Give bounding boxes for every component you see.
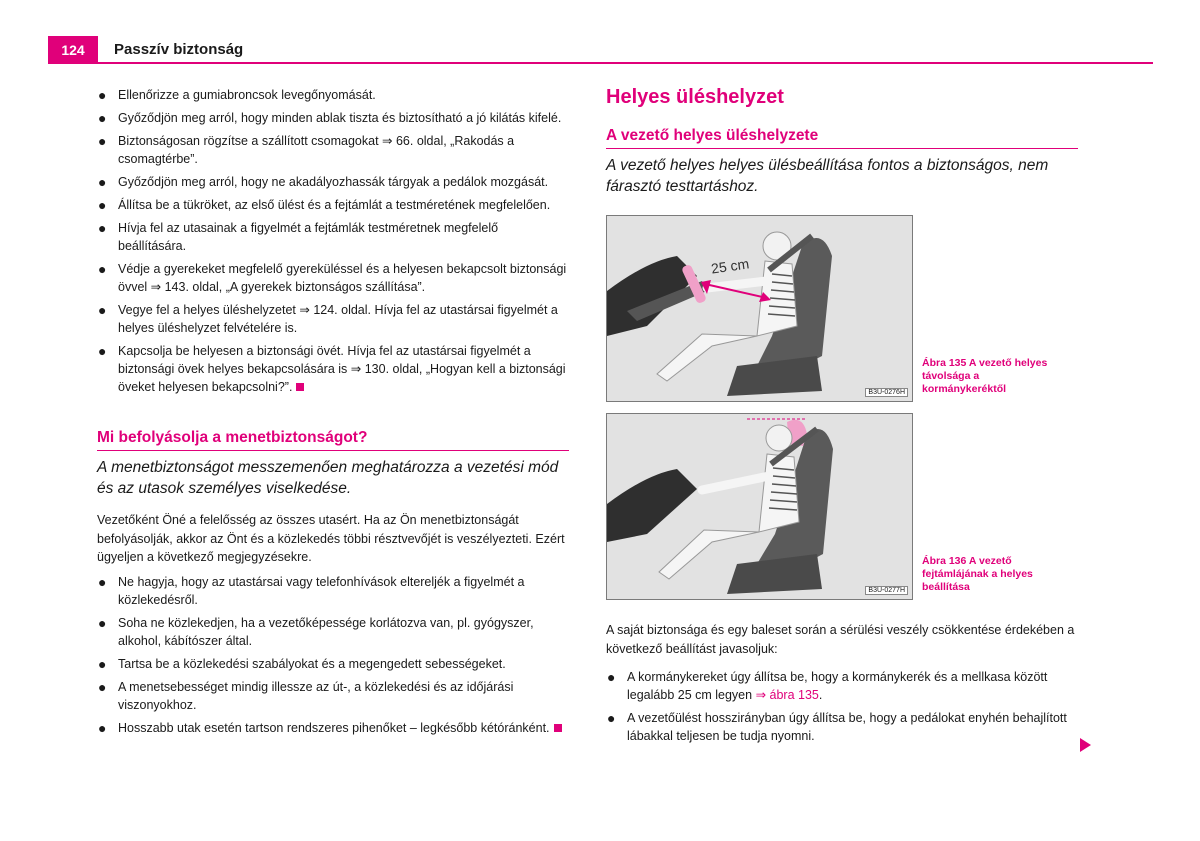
list-item: ● A menetsebességet mindig illessze az út-, a közlekedési és az időjárási viszonyokhoz. [98, 678, 514, 712]
bullet-icon: ● [98, 614, 107, 631]
distance-label: 25 cm [710, 255, 751, 277]
section-lead: A menetbiztonságot messzemenően meghatározza a vezetési mód és az utasok személyes viselkedése. [97, 459, 559, 497]
bullet-icon: ● [607, 669, 616, 685]
running-title: Passzív biztonság [114, 41, 244, 58]
bullet-icon: ● [98, 678, 107, 695]
figure-code: B3U-0277H [865, 586, 908, 595]
bullet-icon: ● [98, 719, 107, 736]
bullet-icon: ● [98, 133, 107, 149]
page-header [48, 36, 1153, 64]
bullet-icon: ● [98, 87, 107, 103]
bullet-icon: ● [98, 110, 107, 126]
list-item: ● Ellenőrizze a gumiabroncsok levegőnyomását. [98, 87, 376, 103]
recommendation-paragraph: A saját biztonsága és egy baleset során a sérülési veszély csökkentése érdekében a következő beállítást javasoljuk: [606, 623, 1075, 656]
list-item: ● Hosszabb utak esetén tartson rendszeres pihenőket – legkésőbb kétóránként. [97, 719, 569, 737]
page-section-title: Helyes üléshelyzet [606, 86, 784, 108]
list-item: ● Állítsa be a tükröket, az első ülést és a fejtámlát a testméretének megfelelően. [98, 197, 551, 213]
bullet-icon: ● [98, 655, 107, 672]
left-column [97, 86, 569, 742]
figure-136 [606, 413, 1078, 603]
subsection-lead: A vezető helyes helyes ülésbeállítása fontos a biztonságos, nem fárasztó testtartáshoz. [606, 157, 1049, 195]
list-item: ● Kapcsolja be helyesen a biztonsági övét. Hívja fel az utastársai figyelmét a biztonsági övek helyes bekapcsolására is ⇒ 130. oldal, „Hogyan kell a biztonsági öveket helyesen bekapcsolni?”. [98, 343, 566, 394]
list-item: ● Ne hagyja, hogy az utastársai vagy telefonhívások eltereljék a figyelmét a közlekedésről. [98, 573, 525, 607]
bullet-icon: ● [98, 573, 107, 590]
subsection-heading: A vezető helyes üléshelyzete [606, 127, 1078, 149]
figure-caption: Ábra 136 A vezető fejtámlájának a helyes beállítása [922, 555, 1033, 593]
figure-link[interactable]: ⇒ ábra 135 [755, 688, 819, 702]
list-item: ● Győződjön meg arról, hogy ne akadályozhassák tárgyak a pedálok mozgását. [98, 174, 549, 190]
list-item: ● Védje a gyerekeket megfelelő gyereküléssel és a helyesen bekapcsolt biztonsági övvel ⇒ 143. oldal, „A gyerekek biztonságos szállítása”. [98, 261, 567, 294]
headrest-illustration [607, 414, 912, 599]
list-item: ● A kormánykereket úgy állítsa be, hogy a kormánykerék és a mellkasa között legalább 25 cm legyen ⇒ ábra 135. [607, 669, 1048, 702]
figure-135 [606, 215, 1078, 405]
list-item: ● Tartsa be a közlekedési szabályokat és a megengedett sebességeket. [98, 655, 506, 672]
list-item: ● Hívja fel az utasainak a figyelmét a fejtámlák testméretnek megfelelő beállítására. [98, 220, 499, 253]
section-end-icon [296, 383, 304, 391]
figure-code: B3U-0276H [865, 388, 908, 397]
bullet-icon: ● [98, 343, 107, 359]
list-item: ● A vezetőülést hosszirányban úgy állítsa be, hogy a pedálokat enyhén behajlított lábakkal teljesen be tudja nyomni. [607, 710, 1067, 743]
bullet-icon: ● [607, 710, 616, 726]
section-end-icon [554, 724, 562, 732]
bullet-icon: ● [98, 174, 107, 190]
checklist [97, 86, 569, 396]
bullet-icon: ● [98, 261, 107, 277]
list-item: ● Vegye fel a helyes üléshelyzetet ⇒ 124. oldal. Hívja fel az utastársai figyelmét a helyes üléshelyzet felvételére is. [98, 302, 558, 335]
recommendation-list [606, 668, 1078, 745]
safety-list [97, 573, 569, 737]
list-item: ● Biztonságosan rögzítse a szállított csomagokat ⇒ 66. oldal, „Rakodás a csomagtérbe”. [98, 133, 515, 166]
list-item: ● Soha ne közlekedjen, ha a vezetőképessége korlátozva van, pl. gyógyszer, alkohol, kábítószer által. [98, 614, 534, 648]
right-column [606, 86, 1078, 750]
bullet-icon: ● [98, 220, 107, 236]
section-paragraph: Vezetőként Öné a felelősség az összes utasért. Ha az Ön menetbiztonságát befolyásolják, akkor az Önt és a közlekedés többi résztvevőjét is veszélyezteti. Ezért ügyeljen a következő megjegyzésekre. [97, 513, 565, 564]
list-item: ● Győződjön meg arról, hogy minden ablak tiszta és biztosítható a jó kilátás kifelé. [98, 110, 562, 126]
bullet-icon: ● [98, 302, 107, 318]
seat-distance-illustration [607, 216, 912, 401]
page-number: 124 [48, 36, 98, 62]
figure-caption: Ábra 135 A vezető helyes távolsága a kormánykeréktől [922, 357, 1048, 395]
figure-image [606, 215, 913, 402]
section-heading: Mi befolyásolja a menetbiztonságot? [97, 429, 569, 451]
figure-image [606, 413, 913, 600]
continue-arrow-icon [1080, 738, 1091, 752]
bullet-icon: ● [98, 197, 107, 213]
